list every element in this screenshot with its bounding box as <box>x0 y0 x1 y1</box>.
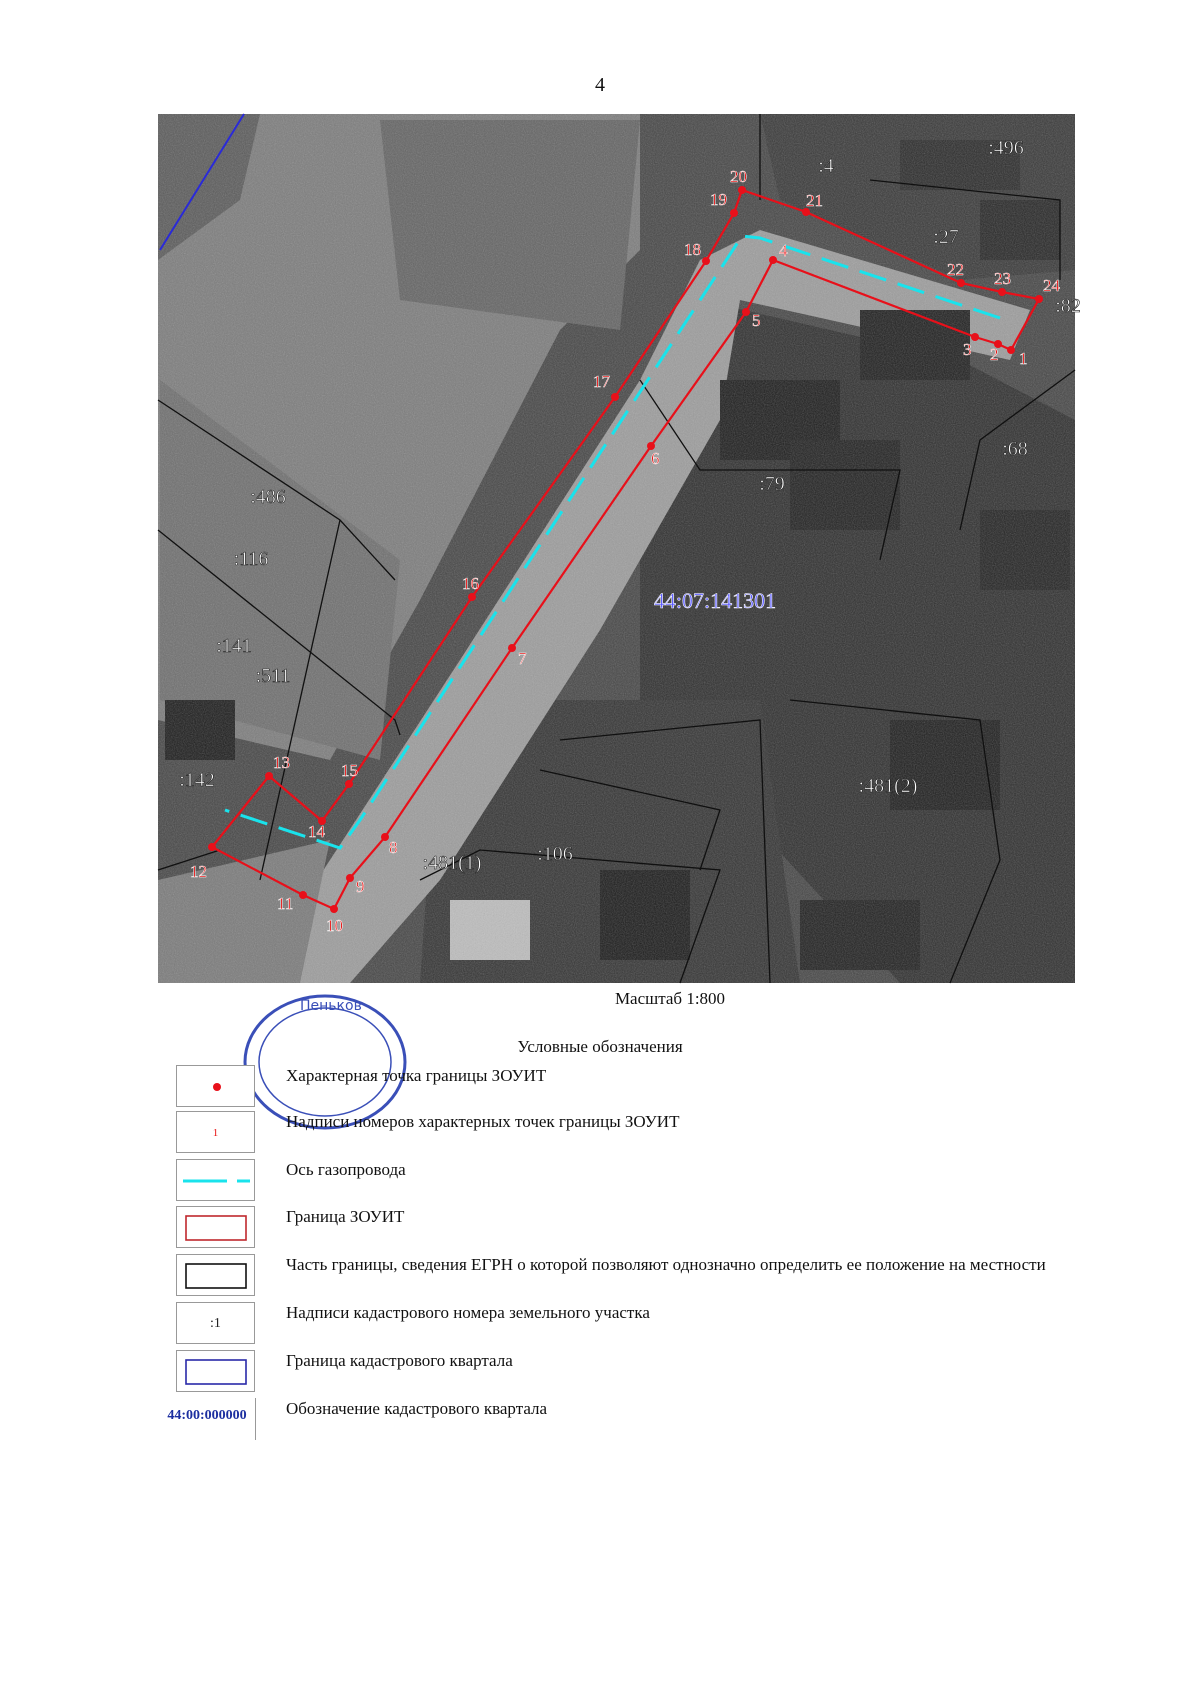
zouit-point-13 <box>265 772 273 780</box>
legend-title: Условные обозначения <box>517 1037 683 1056</box>
zouit-point-label-12: 12 <box>190 862 207 881</box>
zouit-point-7 <box>508 644 516 652</box>
zouit-point-label-1: 1 <box>1019 349 1028 368</box>
parcel-label: :481(2) <box>858 775 918 797</box>
zouit-point-8 <box>381 833 389 841</box>
zouit-point-label-20: 20 <box>730 167 747 186</box>
zouit-point-label-10: 10 <box>326 916 343 935</box>
zouit-point-20 <box>738 186 746 194</box>
legend-text: Надписи номеров характерных точек границы ЗОУИТ <box>286 1112 680 1131</box>
parcel-label: :511 <box>255 665 291 687</box>
zouit-point-label-2: 2 <box>990 345 999 364</box>
zouit-point-label-13: 13 <box>273 753 290 772</box>
zouit-point-16 <box>468 593 476 601</box>
legend-item-quarter-boundary <box>176 1350 1076 1394</box>
zouit-point-label-17: 17 <box>593 372 610 391</box>
quarter-label-icon <box>158 1398 256 1440</box>
zouit-point-3 <box>971 333 979 341</box>
quarter-label: 44:07:141301 <box>653 588 777 613</box>
parcel-label: :82 <box>1055 295 1081 317</box>
parcel-label: :142 <box>179 769 215 791</box>
scale-label: Масштаб 1:800 <box>614 989 726 1008</box>
stamp-text: Пеньков <box>300 998 362 1014</box>
zouit-point-label-23: 23 <box>994 269 1011 288</box>
zouit-point-label-11: 11 <box>277 894 294 913</box>
legend-item-cadastral-boundary <box>176 1254 1076 1302</box>
legend-item-quarter-label <box>167 1398 1076 1442</box>
pipeline-axis-icon <box>176 1159 255 1201</box>
legend-text: Граница кадастрового квартала <box>286 1351 513 1370</box>
zouit-point-22 <box>957 279 965 287</box>
zouit-point-label-6: 6 <box>651 449 660 468</box>
parcel-label: :68 <box>1002 438 1028 460</box>
legend-text: Характерная точка границы ЗОУИТ <box>286 1066 547 1085</box>
zouit-point-label-24: 24 <box>1043 276 1060 295</box>
legend-item-parcel-number <box>176 1302 1076 1346</box>
zouit-point-18 <box>702 257 710 265</box>
parcel-number-sample: :1 <box>210 1316 221 1331</box>
parcel-label: :481(1) <box>422 852 482 874</box>
zouit-point-label-19: 19 <box>710 190 727 209</box>
parcel-label: :27 <box>933 226 959 248</box>
zouit-point-5 <box>742 308 750 316</box>
legend-text: Граница ЗОУИТ <box>286 1207 405 1226</box>
legend-text: Надписи кадастрового номера земельного участка <box>286 1303 650 1322</box>
zouit-point-label-22: 22 <box>947 260 964 279</box>
zouit-point-label-4: 4 <box>779 241 788 260</box>
page-number: 4 <box>595 74 605 96</box>
legend-item-pipeline <box>176 1159 1076 1203</box>
parcel-label: :141 <box>216 635 252 657</box>
legend-item-point-number <box>176 1111 1076 1155</box>
quarter-label-sample: 44:00:000000 <box>167 1408 247 1423</box>
point-number-icon <box>176 1111 255 1153</box>
zouit-point-15 <box>345 780 353 788</box>
legend-item-point <box>176 1065 1076 1109</box>
zouit-point-label-7: 7 <box>518 649 527 668</box>
parcel-label: :116 <box>233 548 269 570</box>
point-number-sample: 1 <box>212 1127 219 1139</box>
point-icon <box>176 1065 255 1107</box>
cadastral-boundary-icon <box>176 1254 255 1296</box>
zouit-point-label-8: 8 <box>389 838 398 857</box>
zouit-point-label-5: 5 <box>752 311 761 330</box>
zouit-point-23 <box>998 288 1006 296</box>
zouit-point-4 <box>769 256 777 264</box>
zouit-point-19 <box>730 209 738 217</box>
parcel-label: :496 <box>988 137 1024 159</box>
zouit-point-11 <box>299 891 307 899</box>
zouit-point-1 <box>1007 346 1015 354</box>
cadastral-map <box>158 114 1081 983</box>
stamp-fragment <box>240 990 390 1016</box>
zouit-point-24 <box>1035 295 1043 303</box>
zone-boundary-icon <box>176 1206 255 1248</box>
zouit-point-label-3: 3 <box>963 340 972 359</box>
zouit-point-label-16: 16 <box>462 574 479 593</box>
legend-text: Ось газопровода <box>286 1160 406 1179</box>
zouit-point-label-18: 18 <box>684 240 701 259</box>
zouit-point-label-21: 21 <box>806 191 823 210</box>
quarter-boundary-icon <box>176 1350 255 1392</box>
zouit-point-12 <box>208 843 216 851</box>
zouit-point-10 <box>330 905 338 913</box>
parcel-label: :486 <box>250 486 286 508</box>
legend-item-zone <box>176 1206 1076 1250</box>
zouit-point-9 <box>346 874 354 882</box>
zouit-point-label-15: 15 <box>341 761 358 780</box>
legend-text: Часть границы, сведения ЕГРН о которой позволяют однозначно определить ее положение на местности <box>286 1255 1046 1274</box>
parcel-label: :4 <box>818 155 834 177</box>
zouit-point-17 <box>611 393 619 401</box>
parcel-label: :79 <box>759 473 785 495</box>
parcel-number-icon <box>176 1302 255 1344</box>
legend-text: Обозначение кадастрового квартала <box>286 1399 548 1418</box>
parcel-label: :106 <box>537 843 573 865</box>
zouit-point-label-14: 14 <box>308 822 325 841</box>
zouit-point-label-9: 9 <box>356 877 365 896</box>
